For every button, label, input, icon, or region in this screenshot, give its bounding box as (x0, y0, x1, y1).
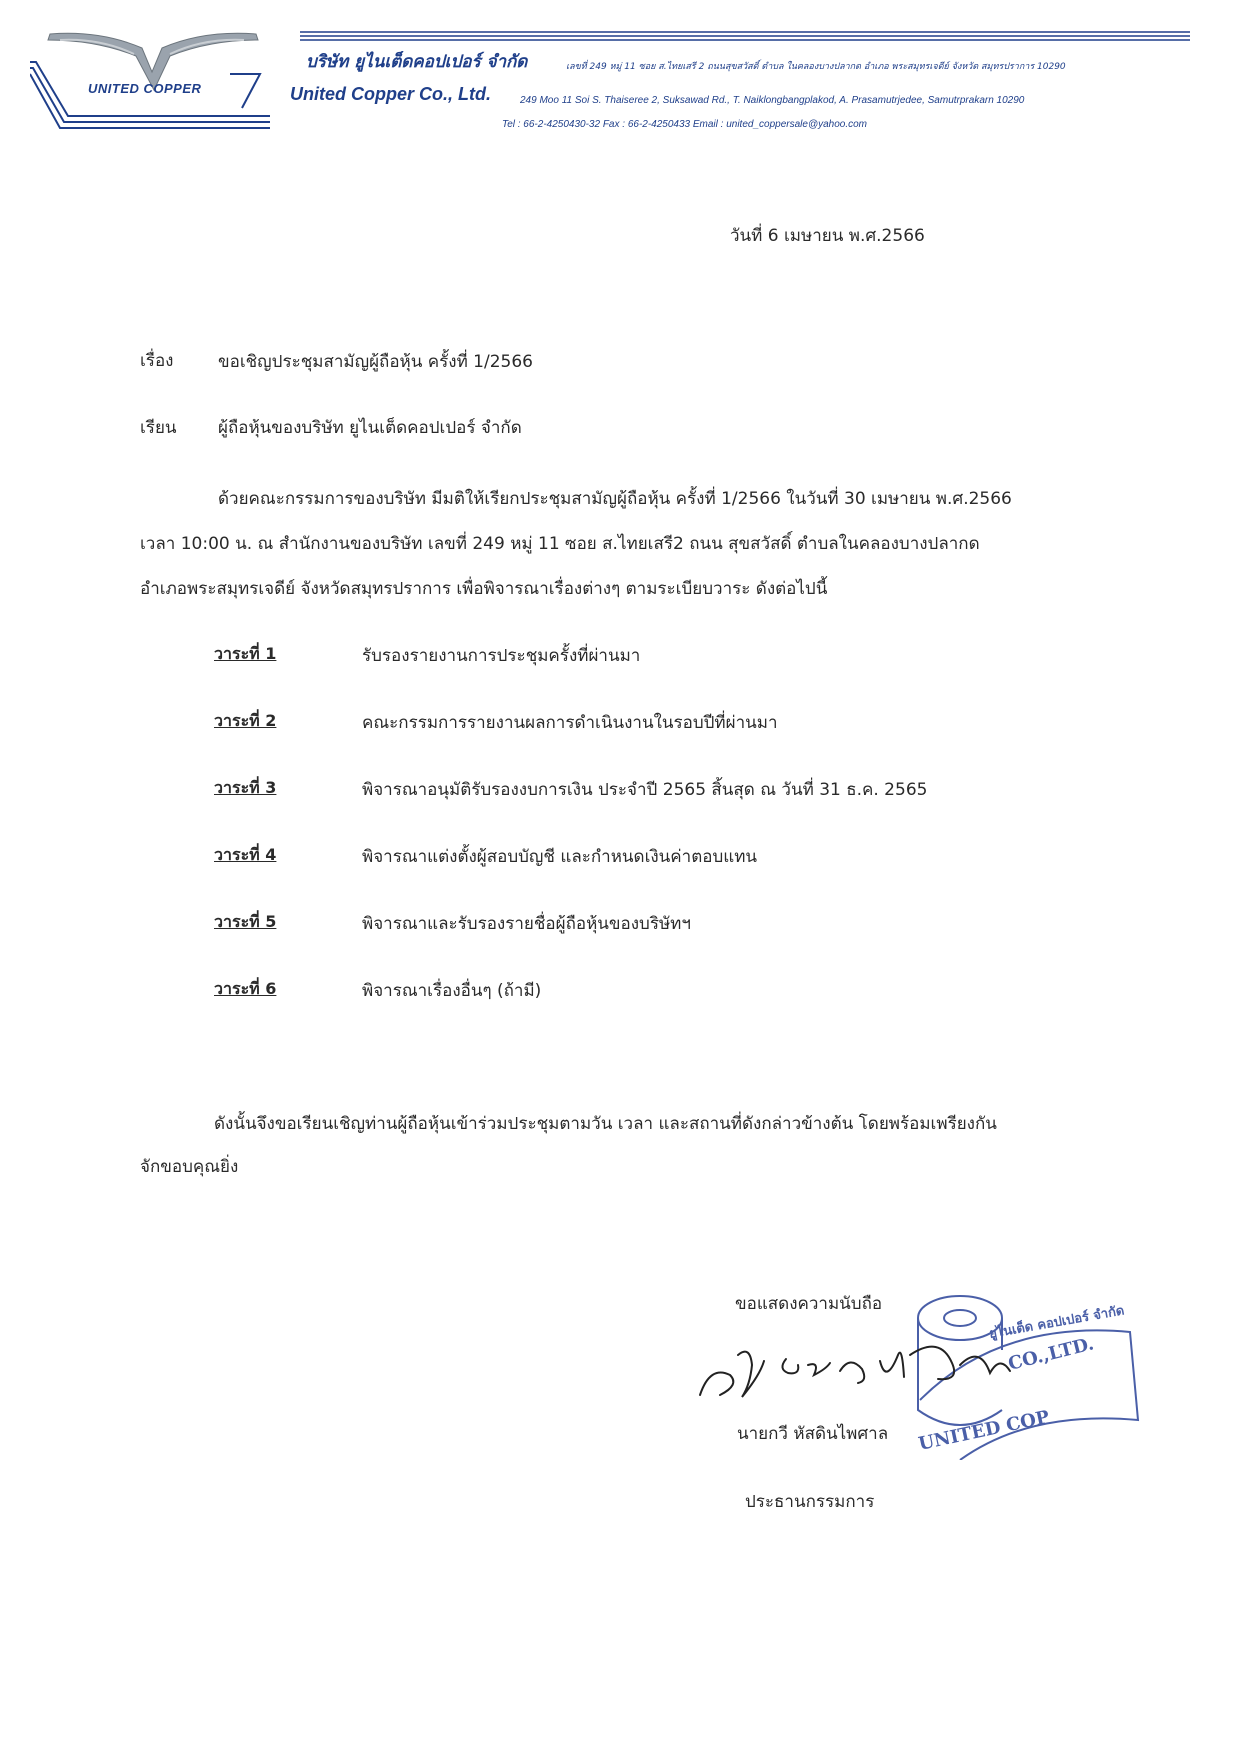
contact-info: Tel : 66-2-4250430-32 Fax : 66-2-4250433 Email : united_coppersale@yahoo.com (502, 119, 868, 130)
body-line: อำเภอพระสมุทรเจดีย์ จังหวัดสมุทรปราการ เพื่อพิจารณาเรื่องต่างๆ ตามระเบียบวาระ ดังต่อไปนี้ (140, 579, 828, 599)
agenda-label: วาระที่ 6 (214, 979, 277, 998)
closing-line: ดังนั้นจึงขอเรียนเชิญท่านผู้ถือหุ้นเข้าร่วมประชุมตามวัน เวลา และสถานที่ดังกล่าวข้างต้น โดยพร้อมเพรียงกัน (214, 1114, 997, 1134)
subject-label: เรื่อง (140, 351, 174, 371)
agenda-label: วาระที่ 1 (214, 644, 277, 663)
body-line: เวลา 10:00 น. ณ สำนักงานของบริษัท เลขที่ 249 หมู่ 11 ซอย ส.ไทยเสรี2 ถนน สุขสวัสดิ์ ตำบลในคลองบางปลากด (140, 534, 980, 554)
agenda-text: พิจารณาอนุมัติรับรองงบการเงิน ประจำปี 2565 สิ้นสุด ณ วันที่ 31 ธ.ค. 2565 (362, 780, 928, 800)
signer-name: นายกวี หัสดินไพศาล (737, 1424, 889, 1444)
svg-text:ยูไนเต็ด คอปเปอร์ จำกัด: ยูไนเต็ด คอปเปอร์ จำกัด (988, 1303, 1126, 1342)
subject-text: ขอเชิญประชุมสามัญผู้ถือหุ้น ครั้งที่ 1/2566 (218, 352, 533, 372)
agenda-label: วาระที่ 5 (214, 912, 277, 931)
signature (690, 1325, 1030, 1415)
letter-date: วันที่ 6 เมษายน พ.ศ.2566 (730, 226, 925, 246)
agenda-label: วาระที่ 4 (214, 845, 277, 864)
body-line: ด้วยคณะกรรมการของบริษัท มีมติให้เรียกประชุมสามัญผู้ถือหุ้น ครั้งที่ 1/2566 ในวันที่ 30 เมษายน พ.ศ.2566 (218, 489, 1012, 509)
svg-text:CO.,LTD.: CO.,LTD. (1006, 1333, 1096, 1375)
company-name-en: United Copper Co., Ltd. (290, 84, 491, 104)
closing-line: จักขอบคุณยิ่ง (140, 1157, 239, 1177)
agenda-label: วาระที่ 2 (214, 711, 277, 730)
agenda-text: พิจารณาเรื่องอื่นๆ (ถ้ามี) (362, 981, 542, 1001)
agenda-label: วาระที่ 3 (214, 778, 277, 797)
address-en: 249 Moo 11 Soi S. Thaiseree 2, Suksawad Rd., T. Naiklongbangplakod, A. Prasamutrjedee, Samutrprakarn 10290 (520, 95, 1025, 106)
to-label: เรียน (140, 418, 177, 438)
signer-title: ประธานกรรมการ (745, 1492, 875, 1512)
agenda-text: พิจารณาและรับรองรายชื่อผู้ถือหุ้นของบริษัทฯ (362, 914, 691, 934)
agenda-text: คณะกรรมการรายงานผลการดำเนินงานในรอบปีที่ผ่านมา (362, 713, 778, 733)
svg-text:UNITED COP: UNITED COP (916, 1406, 1052, 1455)
agenda-text: พิจารณาแต่งตั้งผู้สอบบัญชี และกำหนดเงินค่าตอบแทน (362, 847, 758, 867)
regards: ขอแสดงความนับถือ (735, 1294, 883, 1314)
to-text: ผู้ถือหุ้นของบริษัท ยูไนเต็ดคอปเปอร์ จำกัด (218, 418, 522, 438)
company-logo (30, 28, 270, 130)
company-name-th: บริษัท ยูไนเต็ดคอปเปอร์ จำกัด (306, 52, 528, 72)
logo-text: UNITED COPPER (88, 81, 202, 96)
agenda-text: รับรองรายงานการประชุมครั้งที่ผ่านมา (362, 646, 641, 666)
header-rule (300, 30, 1190, 44)
address-th: เลขที่ 249 หมู่ 11 ซอย ส.ไทยเสรี 2 ถนนสุขสวัสดิ์ ตำบล ในคลองบางปลากด อำเภอ พระสมุทรเจดีย์ จังหวัด สมุทรปราการ 10290 (566, 62, 1066, 72)
